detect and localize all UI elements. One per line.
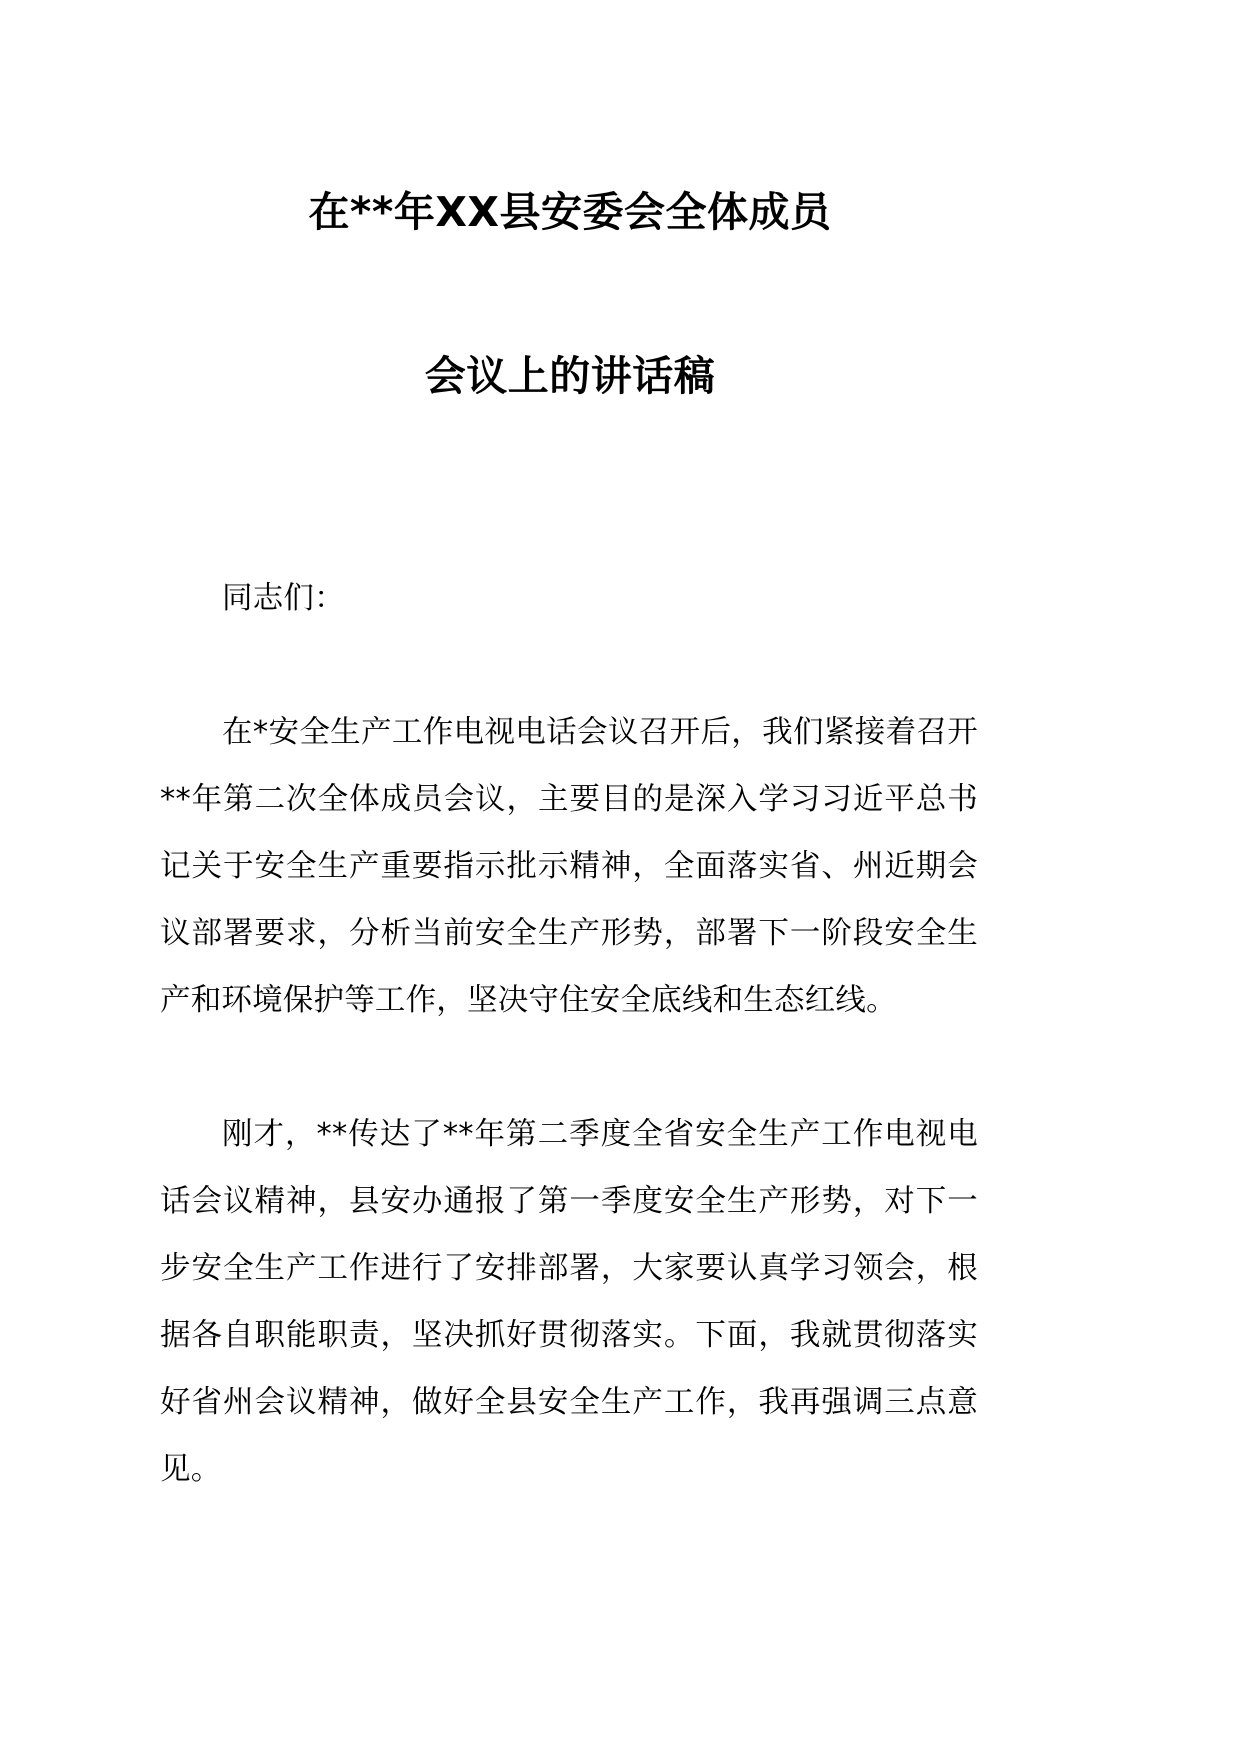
- paragraph-spacer: [160, 1034, 978, 1101]
- salutation-line: 同志们：: [222, 581, 345, 616]
- document-title-line-2: 会议上的讲话稿: [424, 352, 716, 400]
- body-paragraph-1: 在*安全生产工作电视电话会议召开后，我们紧接着召开**年第二次全体成员会议，主要目的是深入学习习近平总书记关于安全生产重要指示批示精神，全面落实省、州近期会议部署要求，分析当前安全生产形势，部署下一阶段安全生产和环境保护等工作，坚决守住安全底线和生态红线。: [160, 715, 978, 1018]
- document-body: [160, 565, 978, 1503]
- spacer: [160, 632, 978, 699]
- body-paragraph-2: 刚才，**传达了**年第二季度全省安全生产工作电视电话会议精神，县安办通报了第一季度安全生产形势，对下一步安全生产工作进行了安排部署，大家要认真学习领会，根据各自职能职责，坚决抓好贯彻落实。下面，我就贯彻落实好省州会议精神，做好全县安全生产工作，我再强调三点意见。: [160, 1117, 978, 1487]
- document-title-line-1: 在**年XX县安委会全体成员: [308, 188, 832, 236]
- document-title-block: [160, 150, 980, 408]
